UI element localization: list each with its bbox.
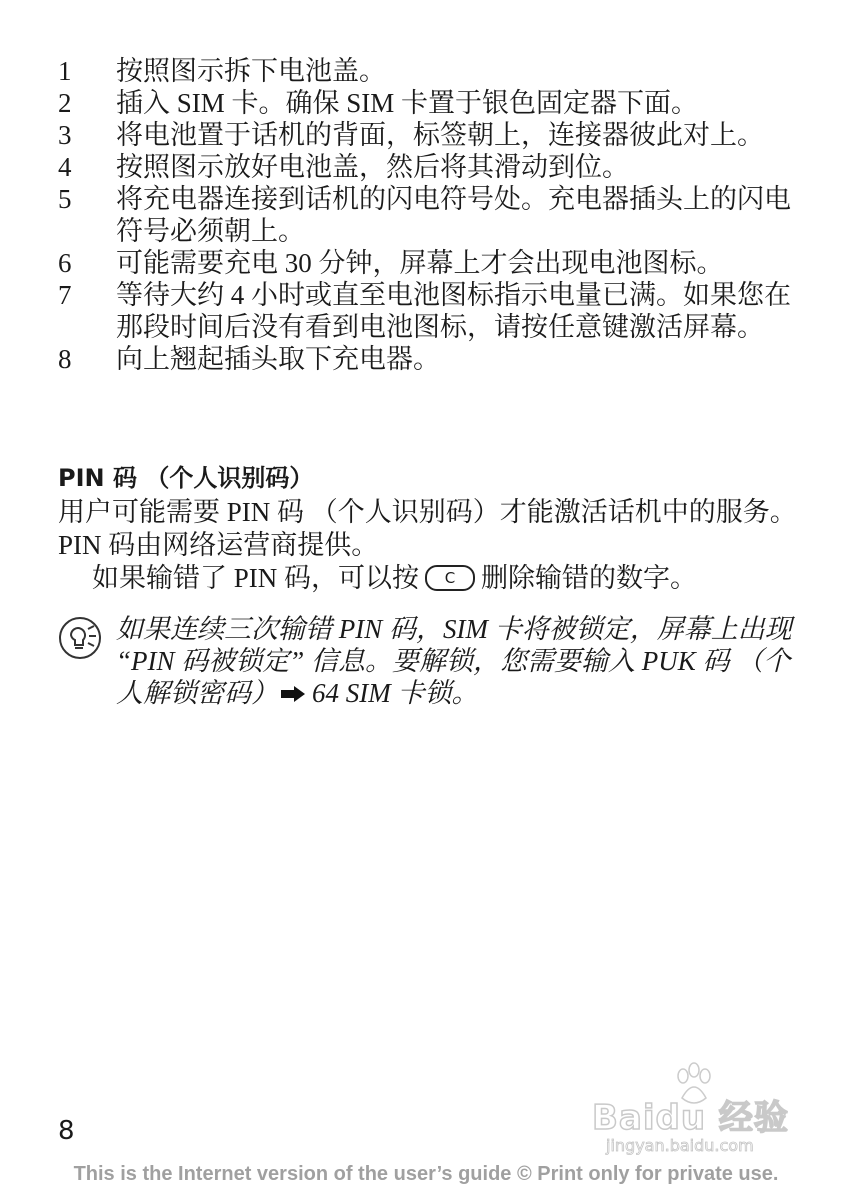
step-text: 向上翘起插头取下充电器。	[116, 344, 440, 374]
watermark-main-text: Baidu 经验	[592, 1098, 789, 1138]
tip-text-before: 如果连续三次输错 PIN 码，SIM 卡将被锁定，屏幕上出现 “PIN 码被锁定” 信息。要解锁，您需要输入 PUK 码 （个人解锁密码）	[116, 614, 792, 708]
step-text: 按照图示放好电池盖，然后将其滑动到位。	[116, 152, 629, 182]
step-item	[58, 151, 798, 183]
pin-para2-before: 如果输错了 PIN 码，可以按	[92, 563, 420, 593]
step-item	[58, 87, 798, 119]
arrow-right-icon	[280, 685, 306, 703]
page-number: 8	[58, 1116, 75, 1146]
pin-para2-after: 删除输错的数字。	[481, 563, 698, 593]
step-item	[58, 343, 798, 375]
step-number: 2	[58, 88, 72, 118]
step-item	[58, 55, 798, 87]
step-text: 按照图示拆下电池盖。	[116, 56, 386, 86]
step-text: 等待大约 4 小时或直至电池图标指示电量已满。如果您在那段时间后没有看到电池图标，请按任意键激活屏幕。	[116, 280, 791, 342]
lightbulb-tip-icon	[58, 616, 102, 660]
step-item	[58, 247, 798, 279]
steps-list	[58, 55, 798, 375]
step-item	[58, 279, 798, 343]
step-number: 7	[58, 280, 72, 310]
watermark-sub-text: jingyan.baidu.com	[606, 1136, 754, 1155]
pin-paragraph-2	[92, 562, 697, 595]
step-number: 1	[58, 56, 72, 86]
tip-text	[116, 613, 796, 709]
step-number: 6	[58, 248, 72, 278]
step-text: 插入 SIM 卡。确保 SIM 卡置于银色固定器下面。	[116, 88, 699, 118]
baidu-watermark	[592, 1062, 807, 1162]
step-number: 4	[58, 152, 72, 182]
step-text: 可能需要充电 30 分钟，屏幕上才会出现电池图标。	[116, 248, 724, 278]
step-number: 8	[58, 344, 72, 374]
tip-text-after: 64 SIM 卡锁。	[312, 678, 479, 708]
step-item	[58, 119, 798, 151]
footer-notice: This is the Internet version of the user’s guide © Print only for private use.	[73, 1163, 779, 1185]
pin-paragraph: 用户可能需要 PIN 码 （个人识别码）才能激活话机中的服务。 PIN 码由网络运营商提供。	[58, 497, 797, 560]
section-heading: PIN 码 （个人识别码）	[58, 464, 314, 492]
step-text: 将电池置于话机的背面，标签朝上，连接器彼此对上。	[116, 120, 764, 150]
step-number: 3	[58, 120, 72, 150]
c-key-icon: C	[425, 565, 475, 591]
step-text: 将充电器连接到话机的闪电符号处。充电器插头上的闪电符号必须朝上。	[116, 184, 791, 246]
step-number: 5	[58, 184, 72, 214]
step-item	[58, 183, 798, 247]
